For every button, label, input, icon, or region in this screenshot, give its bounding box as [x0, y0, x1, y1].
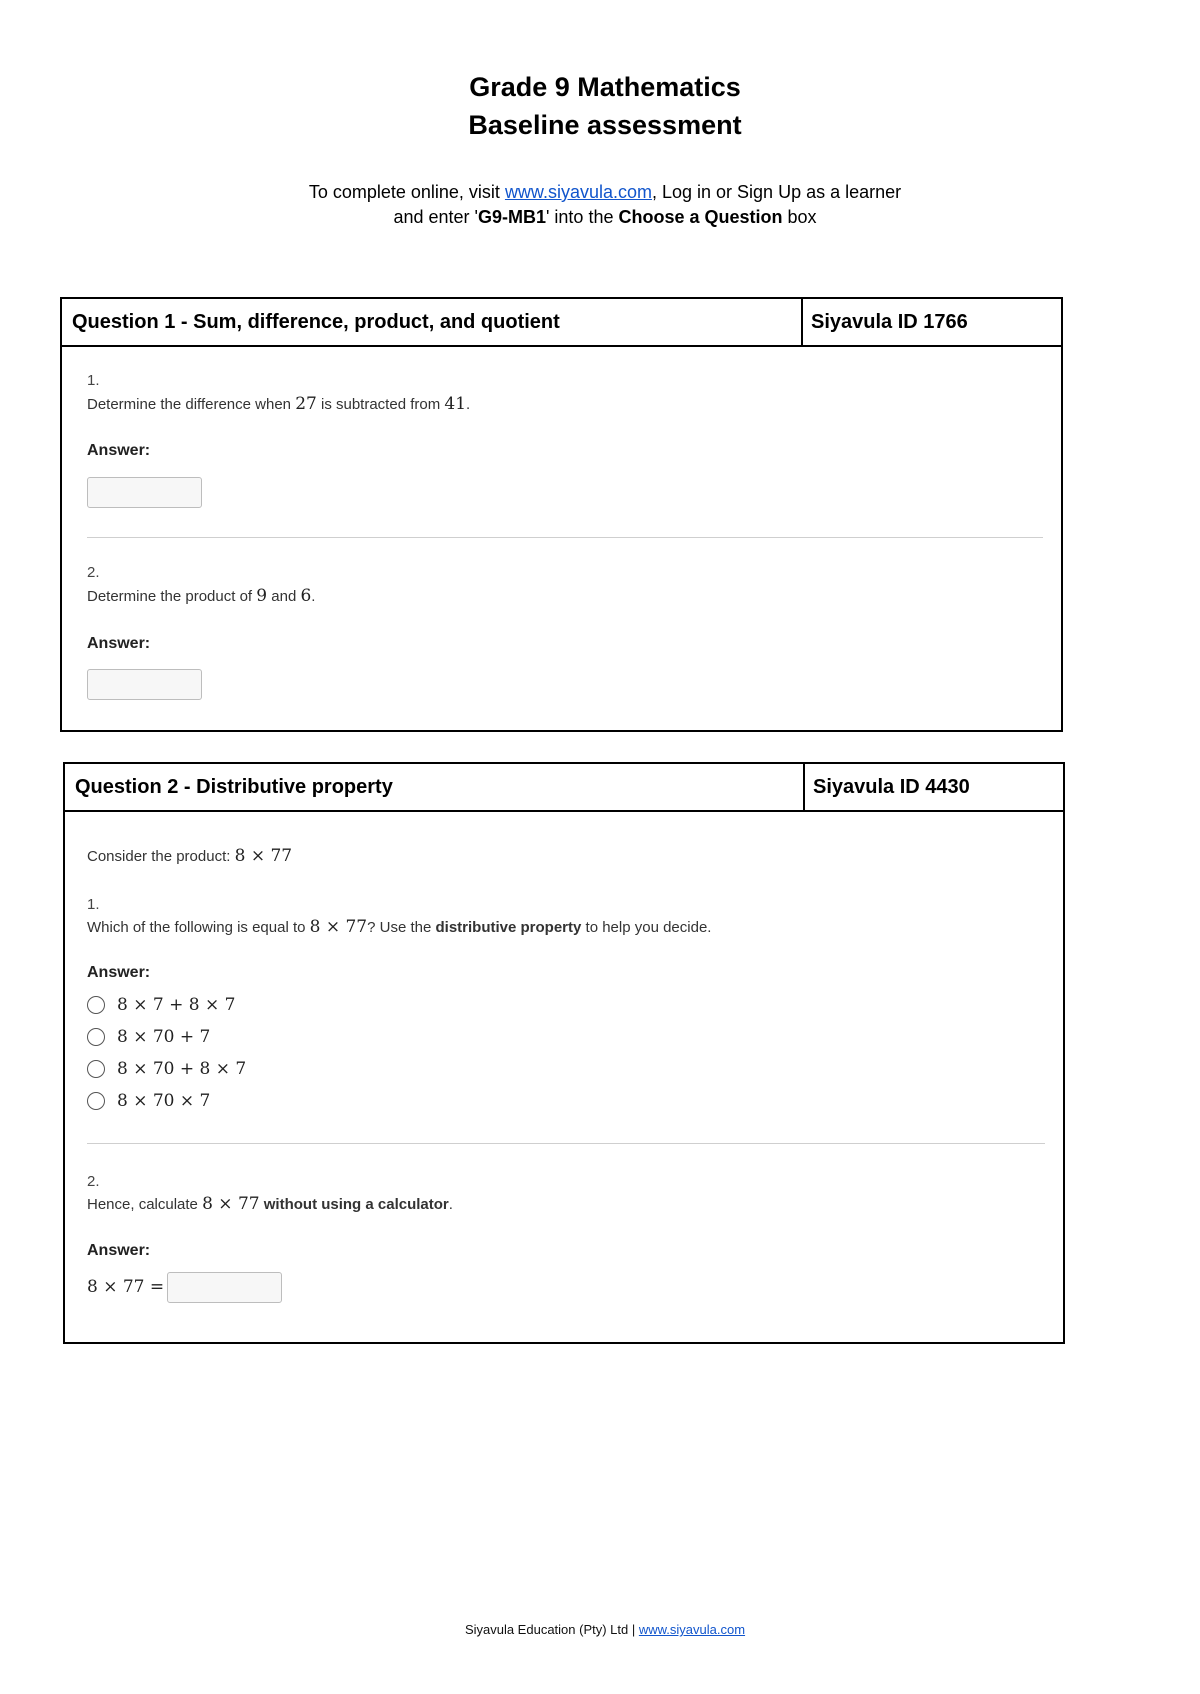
q1-divider — [87, 537, 1043, 538]
q2-part-1-math: 8 × 77 — [309, 917, 368, 937]
q1-part-1-number: 1. — [87, 372, 100, 389]
q1-part-2-text-c: . — [311, 588, 316, 605]
question-code: G9-MB1 — [477, 207, 546, 227]
footer-company: Siyavula Education (Pty) Ltd | — [464, 1622, 639, 1637]
question-2-box — [63, 762, 1065, 1344]
q2-intro — [87, 846, 292, 866]
q2-part-1-prompt — [87, 917, 711, 937]
q1-part-1-text-b: is subtracted from — [316, 396, 445, 413]
question-1-box — [60, 297, 1063, 732]
radio-button[interactable] — [87, 1028, 105, 1046]
q2-option-4-label: 8 × 70 × 7 — [117, 1091, 211, 1111]
q2-part-1-number: 1. — [87, 896, 100, 913]
q1-part-1-answer-input[interactable] — [87, 477, 202, 508]
q1-part-2-math-a: 9 — [256, 586, 268, 606]
line2-suffix: box — [782, 207, 817, 227]
q2-part-2-math: 8 × 77 — [202, 1194, 260, 1214]
choose-question-label: Choose a Question — [618, 207, 783, 227]
question-2-header — [65, 764, 1063, 812]
q2-option-4[interactable] — [87, 1091, 210, 1111]
q2-option-3-label: 8 × 70 + 8 × 7 — [117, 1059, 247, 1079]
q2-part-2-text-a: Hence, calculate — [87, 1196, 203, 1213]
title-line-1: Grade 9 Mathematics — [469, 72, 741, 102]
q2-part-2-answer-input[interactable] — [167, 1272, 282, 1303]
page-footer — [0, 1622, 1200, 1637]
q1-part-2-number: 2. — [87, 564, 100, 581]
q2-intro-text: Consider the product: — [87, 848, 235, 865]
instructions-line-1 — [0, 180, 1200, 205]
q1-part-2-prompt — [87, 586, 315, 606]
intro-suffix: , Log in or Sign Up as a learner — [651, 182, 902, 202]
q2-part-1-text-c: to help you decide. — [581, 919, 712, 936]
q1-part-1-math-a: 27 — [295, 394, 317, 414]
question-2-siyavula-id: Siyavula ID 4430 — [813, 776, 970, 798]
radio-button[interactable] — [87, 1092, 105, 1110]
q2-part-2-equation-prefix: 8 × 77 = — [87, 1277, 165, 1297]
q1-part-2-answer-input[interactable] — [87, 669, 202, 700]
question-1-siyavula-id: Siyavula ID 1766 — [811, 311, 968, 333]
q1-part-2-math-b: 6 — [300, 586, 312, 606]
q2-part-2-prompt — [87, 1194, 453, 1214]
q1-part-2-text-b: and — [267, 588, 301, 605]
q2-part-2-bold: without using a calculator — [259, 1196, 449, 1213]
q2-option-1[interactable] — [87, 995, 235, 1015]
q2-intro-math: 8 × 77 — [234, 846, 293, 866]
siyavula-link[interactable]: www.siyavula.com — [504, 182, 652, 202]
radio-button[interactable] — [87, 1060, 105, 1078]
q2-option-2[interactable] — [87, 1027, 210, 1047]
q1-part-1-answer-label: Answer: — [87, 442, 151, 459]
q1-part-1-prompt — [87, 394, 470, 414]
q2-part-1-text-b: ? Use the — [367, 919, 436, 936]
line2-prefix: and enter ' — [393, 207, 478, 227]
q1-part-1-text-a: Determine the difference when — [87, 396, 296, 413]
instructions — [0, 180, 1200, 230]
q2-divider — [87, 1143, 1045, 1144]
q2-option-2-label: 8 × 70 + 7 — [117, 1027, 211, 1047]
q2-part-2-answer-label: Answer: — [87, 1242, 151, 1259]
intro-prefix: To complete online, visit — [308, 182, 505, 202]
title-line-2: Baseline assessment — [468, 110, 742, 140]
radio-button[interactable] — [87, 996, 105, 1014]
q2-option-3[interactable] — [87, 1059, 246, 1079]
question-1-title: Question 1 - Sum, difference, product, and quotient — [62, 299, 803, 345]
document-title — [0, 68, 1200, 144]
q2-option-1-label: 8 × 7 + 8 × 7 — [117, 995, 236, 1015]
q1-part-2-text-a: Determine the product of — [87, 588, 257, 605]
q2-part-1-answer-label: Answer: — [87, 964, 151, 981]
q2-part-1-text-a: Which of the following is equal to — [87, 919, 310, 936]
q1-part-1-math-b: 41 — [444, 394, 467, 414]
footer-link[interactable]: www.siyavula.com — [638, 1622, 746, 1637]
line2-middle: ' into the — [545, 207, 619, 227]
q2-part-1-bold: distributive property — [435, 919, 582, 936]
q1-part-2-answer-label: Answer: — [87, 635, 151, 652]
instructions-line-2 — [0, 205, 1200, 230]
question-2-title: Question 2 - Distributive property — [65, 764, 805, 810]
q2-part-2-text-b: . — [448, 1196, 453, 1213]
question-1-header — [62, 299, 1061, 347]
q2-part-2-number: 2. — [87, 1173, 100, 1190]
q1-part-1-text-c: . — [466, 396, 471, 413]
